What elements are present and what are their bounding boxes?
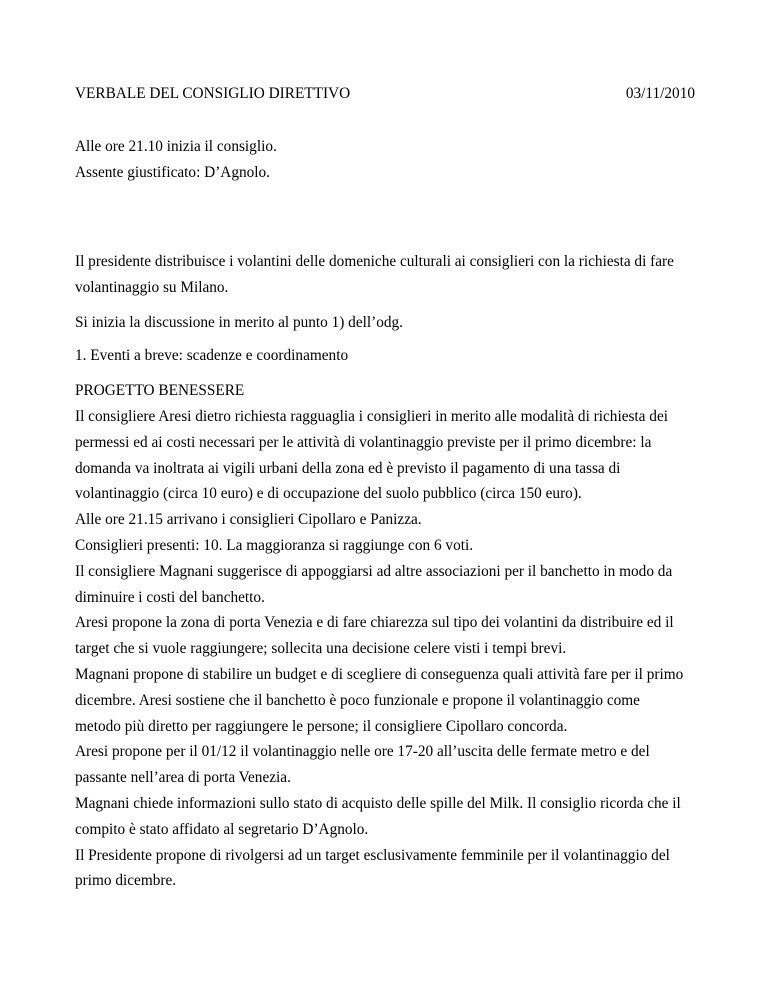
body-line: diminuire i costi del banchetto. (75, 588, 265, 606)
document-title: VERBALE DEL CONSIGLIO DIRETTIVO (75, 85, 351, 102)
body-line: metodo più diretto per raggiungere le persone; il consigliere Cipollaro concorda. (75, 717, 568, 735)
body-line: Il consigliere Magnani suggerisce di appoggiarsi ad altre associazioni per il banchetto in modo da (75, 562, 673, 580)
document-date: 03/11/2010 (625, 85, 695, 102)
agenda-item: 1. Eventi a breve: scadenze e coordinamento (75, 347, 349, 364)
body-line: dicembre. Aresi sostiene che il banchetto è poco funzionale e propone il volantinaggio come (75, 691, 640, 709)
body-line: Il Presidente propone di rivolgersi ad un target esclusivamente femminile per il volantinaggio del (75, 846, 670, 864)
body-line: Il consigliere Aresi dietro richiesta ragguaglia i consiglieri in merito alle modalità di richiesta dei (75, 408, 668, 425)
intro-line-1: Il presidente distribuisce i volantini delle domeniche culturali ai consiglieri con la richiesta di fare (75, 253, 674, 270)
body-line: primo dicembre. (75, 872, 177, 890)
body-line: Magnani chiede informazioni sullo stato di acquisto delle spille del Milk. Il consiglio ricorda che il (75, 795, 681, 812)
body-line: Aresi propone per il 01/12 il volantinaggio nelle ore 17-20 all’uscita delle fermate metro e del (75, 743, 650, 761)
body-line: Magnani propone di stabilire un budget e di scegliere di conseguenza quali attività fare per il primo (75, 666, 684, 683)
opening-start: Alle ore 21.10 inizia il consiglio. (75, 138, 277, 155)
intro-line-2: volantinaggio su Milano. (75, 279, 229, 296)
document-header (75, 83, 695, 105)
body-line: passante nell’area di porta Venezia. (75, 769, 291, 787)
body-line: domanda va inoltrata ai vigili urbani della zona ed è previsto il pagamento di una tassa di (75, 459, 621, 477)
body-line: target che si vuole raggiungere; sollecita una decisione celere visti i tempi brevi. (75, 640, 567, 658)
body-line: Consiglieri presenti: 10. La maggioranza si raggiunge con 6 voti. (75, 537, 474, 554)
body-line: volantinaggio (circa 10 euro) e di occupazione del suolo pubblico (circa 150 euro). (75, 485, 582, 503)
section-title: PROGETTO BENESSERE (75, 382, 245, 399)
document-page (75, 0, 695, 994)
body-line: permessi ed ai costi necessari per le attività di volantinaggio previste per il primo dicembre: la (75, 433, 652, 451)
discussion-start: Si inizia la discussione in merito al punto 1) dell’odg. (75, 314, 403, 331)
body-line: Alle ore 21.15 arrivano i consiglieri Cipollaro e Panizza. (75, 511, 422, 529)
body-line: Aresi propone la zona di porta Venezia e di fare chiarezza sul tipo dei volantini da distribuire ed il (75, 614, 674, 632)
body-line: compito è stato affidato al segretario D’Agnolo. (75, 820, 369, 838)
opening-absent: Assente giustificato: D’Agnolo. (75, 164, 271, 181)
